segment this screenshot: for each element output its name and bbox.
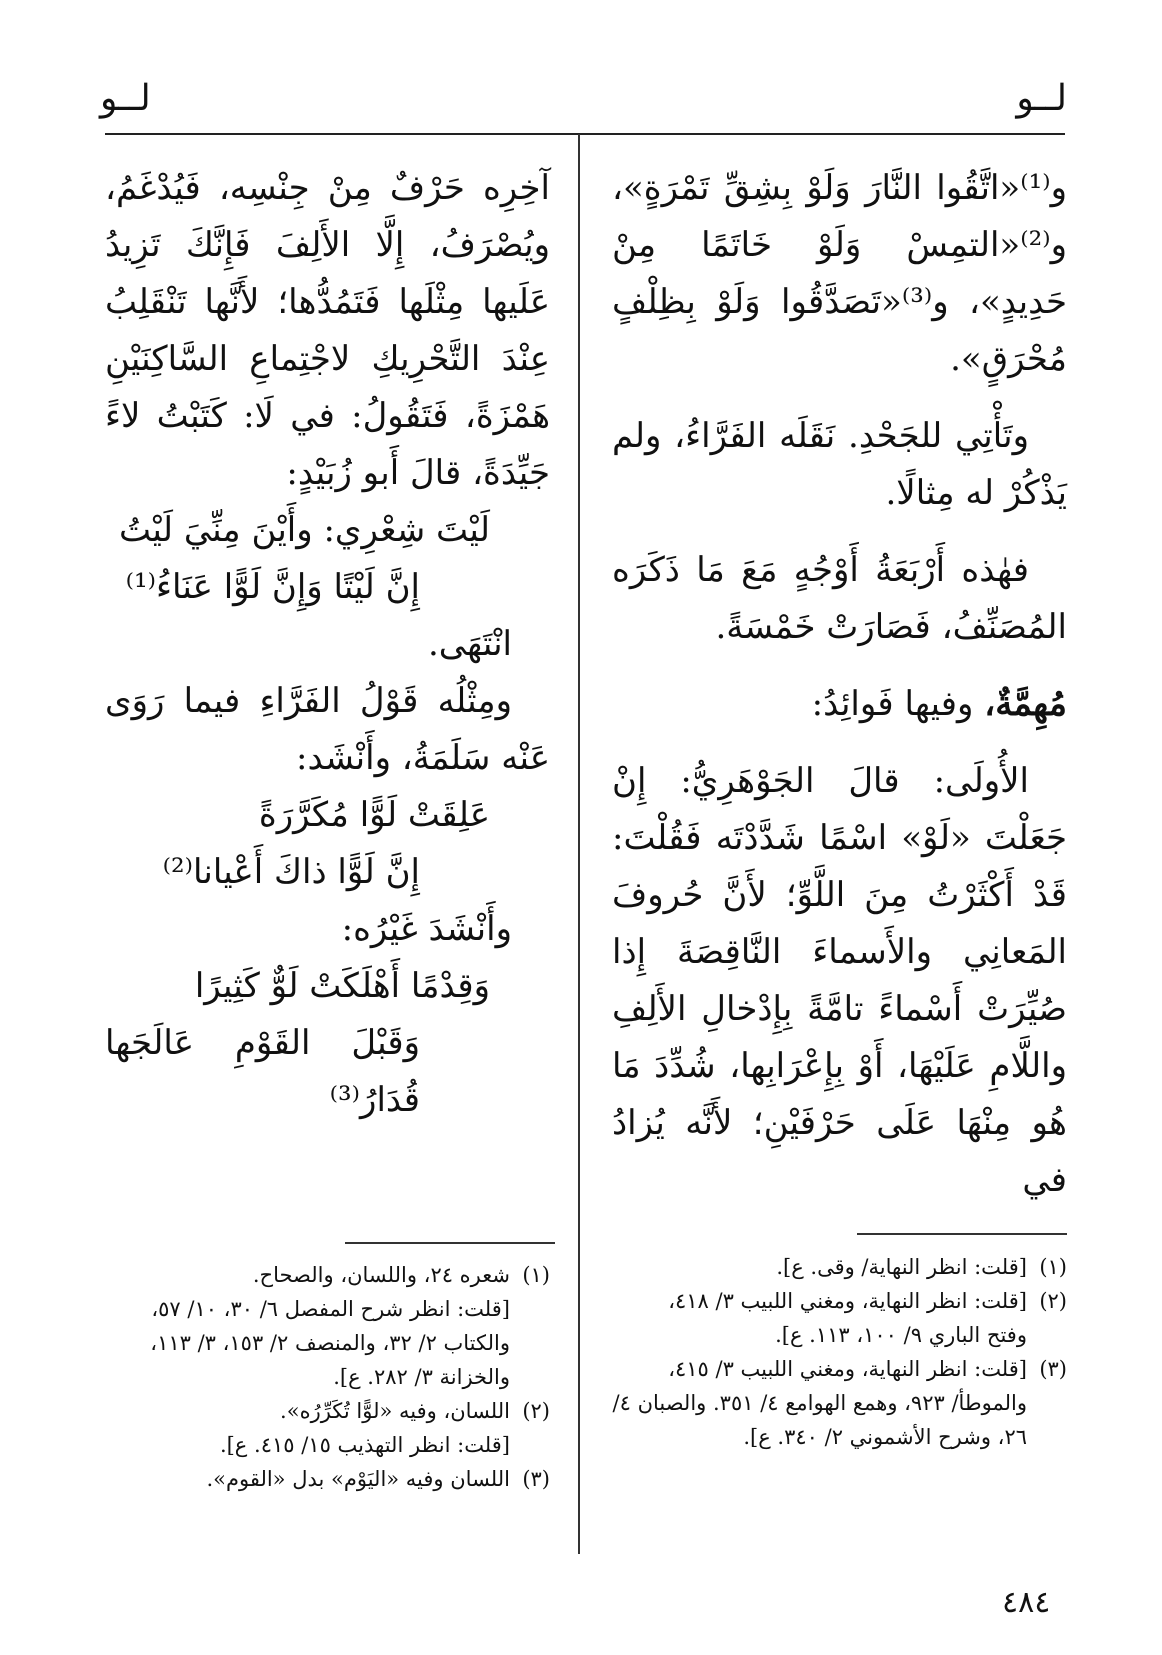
footnote-rule-left <box>345 1242 555 1244</box>
running-header-right: لــو <box>1016 78 1067 119</box>
footnote <box>105 1258 550 1292</box>
footnote-text: اللسان، وفيه «لوًّا تُكَرِّرُه». <box>280 1399 510 1423</box>
paragraph: و⁽¹⁾«اتَّقُوا النَّارَ وَلَوْ بِشِقِّ تَمْرَةٍ»، و⁽²⁾«التمِسْ وَلَوْ خَاتَمًا مِنْ حَدِيدٍ»، و⁽³⁾«تَصَدَّقُوا وَلَوْ بِظِلْفٍ مُحْرَقٍ». <box>612 168 1067 379</box>
footnote-number: (٢) <box>1039 1289 1067 1313</box>
footnote-number: (٣) <box>1039 1357 1067 1381</box>
left-column <box>105 160 550 1129</box>
verse-line: عَلِقَتْ لَوًّا مُكَرَّرَةً <box>258 795 490 835</box>
footnote-text: شعره ٢٤، واللسان، والصحاح. <box>252 1263 510 1287</box>
footnote <box>105 1462 550 1496</box>
heading-rest: وفيها فَوائِدُ: <box>811 684 985 724</box>
footnote <box>612 1284 1067 1318</box>
paragraph: آخِرِه حَرْفٌ مِنْ جِنْسِه، فَيُدْغَمُ، ويُصْرَفُ، إِلَّا الأَلِفَ فَإِنَّكَ تَزِيدُ عَلَيها مِثْلَها فَتَمُدُّها؛ لأَنَّها تَنْقَلِبُ عِنْدَ التَّحْرِيكِ لاجْتِماعِ السَّاكِنَيْنِ هَمْزَةً، فَتَقُولُ: في لَا: كَتَبْتُ لاءً جَيِّدَةً، قالَ أَبو زُبَيْدٍ: <box>105 168 550 493</box>
paragraph: ومِثْلُه قَوْلُ الفَرَّاءِ فيما رَوَى عَنْه سَلَمَةُ، وأَنْشَد: <box>105 681 550 778</box>
paragraph: انْتَهَى. <box>428 624 512 664</box>
column-divider <box>578 134 580 1554</box>
footnote-text: اللسان وفيه «اليَوْم» بدل «القوم». <box>206 1467 510 1491</box>
page-number: ٤٨٤ <box>1002 1585 1051 1620</box>
footnote-number: (١) <box>522 1263 550 1287</box>
verse-line: إِنَّ لَوًّا ذاكَ أَعْيانا⁽²⁾ <box>162 852 420 892</box>
footnote <box>105 1394 550 1428</box>
paragraph: وأَنْشَدَ غَيْرُه: <box>341 909 512 949</box>
footnote <box>612 1250 1067 1284</box>
right-column <box>612 160 1067 1209</box>
verse-line: لَيْتَ شِعْرِي: وأَيْنَ مِنِّيَ لَيْتُ <box>119 510 490 550</box>
section-heading <box>612 676 1067 733</box>
footnote-continuation: [قلت: انظر شرح المفصل ٦/ ٣٠، ١٠/ ٥٧، والكتاب ٢/ ٣٢، والمنصف ٢/ ١٥٣، ٣/ ١١٣، والخزانة ٣/ ٢٨٢. ع]. <box>150 1297 510 1389</box>
footnote-number: (١) <box>1039 1255 1067 1279</box>
verse-line: وَقَبْلَ القَوْمِ عَالَجَها قُدَارُ⁽³⁾ <box>105 1023 420 1120</box>
footnote-text: [قلت: انظر النهاية، ومغني اللبيب ٣/ ٤١٥، <box>668 1357 1027 1381</box>
footnote-number: (٣) <box>522 1467 550 1491</box>
footnote-number: (٢) <box>522 1399 550 1423</box>
footnotes-right <box>612 1250 1067 1454</box>
paragraph: الأُولَى: قالَ الجَوْهَرِيُّ: إِنْ جَعَلْتَ «لَوْ» اسْمًا شَدَّدْتَه فَقُلْتَ: قَدْ أَكْثَرْتُ مِنَ اللَّوِّ؛ لأَنَّ حُروفَ المَعانِي والأَسماءَ النَّاقِصَةَ إِذا صُيِّرَتْ أَسْماءً تامَّةً بِإِدْخالِ الأَلِفِ واللَّامِ عَلَيْهَا، أَوْ بِإِعْرَابِها، شُدِّدَ مَا هُو مِنْهَا عَلَى حَرْفَيْنِ؛ لأَنَّه يُزادُ في <box>612 761 1067 1200</box>
footnote-continuation: والموطأ/ ٩٢٣، وهمع الهوامع ٤/ ٣٥١. والصبان ٤/ ٢٦، وشرح الأشموني ٢/ ٣٤٠. ع]. <box>612 1391 1027 1449</box>
verse-line: إِنَّ لَيْتًا وَإِنَّ لَوًّا عَنَاءُ⁽¹⁾ <box>125 567 420 607</box>
footnote-continuation: [قلت: انظر التهذيب ١٥/ ٤١٥. ع]. <box>219 1433 510 1457</box>
footnote-text: [قلت: انظر النهاية، ومغني اللبيب ٣/ ٤١٨، <box>668 1289 1027 1313</box>
paragraph: وتَأْتِي للجَحْدِ. نَقَلَه الفَرَّاءُ، ولم يَذْكُرْ له مِثالًا. <box>612 416 1067 513</box>
footnotes-left <box>105 1258 550 1496</box>
footnote-continuation: وفتح الباري ٩/ ١٠٠، ١١٣. ع]. <box>775 1323 1027 1347</box>
verse-line: وَقِدْمًا أَهْلَكَتْ لَوٌّ كَثِيرًا <box>194 966 490 1006</box>
footnote-rule-right <box>857 1233 1067 1235</box>
footnote <box>612 1352 1067 1386</box>
running-header-left: لــو <box>100 78 151 119</box>
heading-bold-word: مُهِمَّةٌ، <box>984 684 1067 724</box>
header-rule <box>105 133 1065 135</box>
footnote-text: [قلت: انظر النهاية/ وقى. ع]. <box>776 1255 1027 1279</box>
paragraph: فهٰذه أَرْبَعَةُ أَوْجُهٍ مَعَ مَا ذَكَرَه المُصَنِّفُ، فَصَارَتْ خَمْسَةً. <box>612 550 1067 647</box>
